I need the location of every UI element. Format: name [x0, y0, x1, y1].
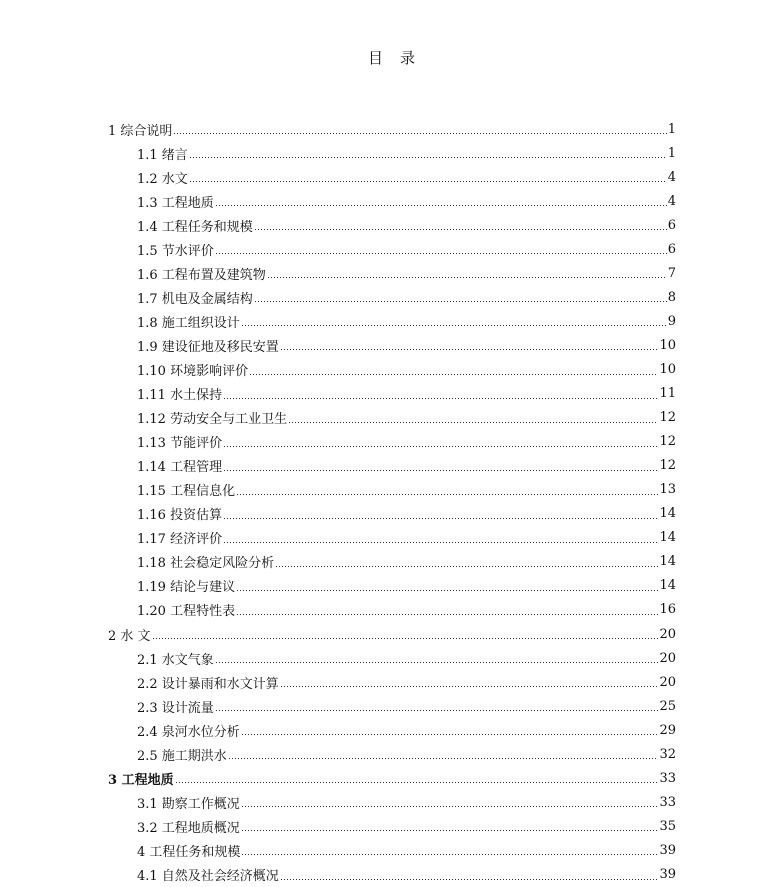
dot-leader [152, 638, 659, 639]
toc-entry-label: 1.6 工程布置及建筑物 [137, 267, 266, 283]
toc-entry[interactable] [0, 526, 784, 550]
dot-leader [280, 349, 659, 350]
dot-leader [215, 205, 667, 206]
dot-leader [223, 470, 658, 471]
toc-entry-label: 1.9 建设征地及移民安置 [137, 339, 279, 355]
toc-entry-label: 3 工程地质 [108, 772, 174, 788]
dot-leader [236, 494, 658, 495]
toc-entry-label: 2.3 设计流量 [137, 700, 214, 716]
toc-entry[interactable] [0, 478, 784, 502]
toc-entry-label: 2.5 施工期洪水 [137, 748, 227, 764]
dot-leader [223, 446, 658, 447]
dot-leader [241, 734, 659, 735]
toc-entry-label: 1.5 节水评价 [137, 243, 214, 259]
dot-leader [223, 542, 658, 543]
toc-entry-page-number: 29 [659, 722, 676, 738]
toc-entry-page-number: 14 [659, 530, 676, 546]
dot-leader [228, 758, 659, 759]
toc-entry[interactable] [0, 766, 784, 790]
toc-entry-label: 1.7 机电及金属结构 [137, 291, 253, 307]
dot-leader [280, 686, 659, 687]
toc-entry[interactable] [0, 165, 784, 189]
toc-entry[interactable] [0, 309, 784, 333]
toc-entry[interactable] [0, 622, 784, 646]
toc-entry[interactable] [0, 646, 784, 670]
toc-entry-label: 3.1 勘察工作概况 [137, 796, 240, 812]
dot-leader [189, 181, 667, 182]
toc-entry[interactable] [0, 814, 784, 838]
toc-entry-label: 2.4 泉河水位分析 [137, 724, 240, 740]
toc-entry-label: 2 水 文 [108, 628, 151, 644]
dot-leader [241, 806, 659, 807]
toc-entry[interactable] [0, 694, 784, 718]
dot-leader [241, 325, 667, 326]
toc-entry-label: 1.4 工程任务和规模 [137, 219, 253, 235]
toc-entry-page-number: 7 [667, 265, 676, 281]
toc-entry-page-number: 4 [667, 193, 676, 209]
dot-leader [236, 614, 658, 615]
toc-entry[interactable] [0, 213, 784, 237]
toc-entry-page-number: 16 [659, 602, 676, 618]
toc-entry-label: 1.15 工程信息化 [137, 484, 236, 500]
toc-entry-page-number: 10 [659, 361, 676, 377]
toc-entry-page-number: 8 [667, 289, 676, 305]
toc-entry-page-number: 33 [659, 794, 676, 810]
toc-entry[interactable] [0, 670, 784, 694]
dot-leader [223, 398, 658, 399]
toc-entry-label: 1.8 施工组织设计 [137, 315, 240, 331]
toc-entry[interactable] [0, 333, 784, 357]
dot-leader [267, 277, 667, 278]
toc-entry[interactable] [0, 141, 784, 165]
dot-leader [254, 229, 667, 230]
toc-entry-label: 1.10 环境影响评价 [137, 363, 249, 379]
toc-entry-label: 1.2 水文 [137, 171, 188, 187]
dot-leader [175, 782, 659, 783]
toc-entry-page-number: 25 [659, 698, 676, 714]
toc-entry-page-number: 12 [659, 410, 676, 426]
dot-leader [241, 830, 659, 831]
toc-entry[interactable] [0, 550, 784, 574]
toc-entry-label: 1.16 投资估算 [137, 508, 223, 524]
dot-leader [173, 133, 666, 134]
toc-entry-page-number: 1 [667, 121, 676, 137]
toc-entry-label: 1.3 工程地质 [137, 195, 214, 211]
toc-entry-page-number: 33 [659, 770, 676, 786]
toc-entry-page-number: 20 [659, 674, 676, 690]
toc-entry[interactable] [0, 237, 784, 261]
toc-entry-label: 4 工程任务和规模 [137, 844, 241, 860]
toc-entry[interactable] [0, 742, 784, 766]
toc-entry-page-number: 39 [659, 842, 676, 858]
toc-entry[interactable] [0, 189, 784, 213]
dot-leader [280, 879, 659, 880]
dot-leader [223, 518, 658, 519]
toc-entry-label: 1.20 工程特性表 [137, 604, 236, 620]
toc-entry-label: 1.17 经济评价 [137, 532, 223, 548]
toc-entry[interactable] [0, 718, 784, 742]
toc-entry[interactable] [0, 454, 784, 478]
toc-entry-label: 4.1 自然及社会经济概况 [137, 868, 279, 884]
toc-entry-label: 1.19 结论与建议 [137, 580, 236, 596]
dot-leader [215, 253, 667, 254]
toc-entry[interactable] [0, 574, 784, 598]
toc-entry-label: 2.1 水文气象 [137, 652, 214, 668]
toc-entry-page-number: 20 [659, 626, 676, 642]
toc-entry-label: 1.13 节能评价 [137, 436, 223, 452]
toc-entry[interactable] [0, 838, 784, 862]
dot-leader [288, 422, 658, 423]
toc-entry[interactable] [0, 117, 784, 141]
toc-entry-page-number: 14 [659, 554, 676, 570]
toc-entry-page-number: 9 [667, 313, 676, 329]
toc-entry-page-number: 12 [659, 434, 676, 450]
toc-entry[interactable] [0, 285, 784, 309]
toc-entry[interactable] [0, 502, 784, 526]
dot-leader [241, 854, 658, 855]
dot-leader [275, 566, 658, 567]
toc-entry-page-number: 10 [659, 337, 676, 353]
dot-leader [249, 374, 658, 375]
toc-entry[interactable] [0, 406, 784, 430]
toc-entry-label: 3.2 工程地质概况 [137, 820, 240, 836]
toc-entry[interactable] [0, 357, 784, 381]
dot-leader [236, 590, 658, 591]
toc-entry[interactable] [0, 430, 784, 454]
toc-entry-page-number: 32 [659, 746, 676, 762]
toc-entry-label: 1.11 水土保持 [137, 388, 223, 404]
toc-entry-label: 1 综合说明 [108, 123, 173, 139]
toc-entry-label: 1.1 绪言 [137, 147, 188, 163]
toc-entry-page-number: 1 [667, 145, 676, 161]
toc-entry[interactable] [0, 261, 784, 285]
toc-entry-page-number: 39 [659, 866, 676, 882]
toc-entry-page-number: 4 [667, 169, 676, 185]
dot-leader [215, 710, 659, 711]
toc-entry-page-number: 13 [659, 482, 676, 498]
dot-leader [254, 301, 667, 302]
toc-entry-label: 2.2 设计暴雨和水文计算 [137, 676, 279, 692]
toc-entry-page-number: 11 [659, 386, 676, 402]
toc-entry-page-number: 20 [659, 650, 676, 666]
dot-leader [215, 662, 659, 663]
table-of-contents [0, 117, 784, 887]
toc-entry-label: 1.18 社会稳定风险分析 [137, 556, 275, 572]
toc-entry[interactable] [0, 790, 784, 814]
toc-entry-label: 1.12 劳动安全与工业卫生 [137, 412, 288, 428]
toc-entry-page-number: 12 [659, 458, 676, 474]
dot-leader [189, 157, 667, 158]
toc-entry-page-number: 35 [659, 818, 676, 834]
toc-entry-page-number: 6 [667, 241, 676, 257]
toc-entry[interactable] [0, 382, 784, 406]
toc-entry-label: 1.14 工程管理 [137, 460, 223, 476]
toc-entry-page-number: 14 [659, 506, 676, 522]
toc-entry-page-number: 6 [667, 217, 676, 233]
page-title: 目 录 [367, 49, 416, 67]
toc-entry-page-number: 14 [659, 578, 676, 594]
toc-entry[interactable] [0, 598, 784, 622]
toc-entry[interactable] [0, 862, 784, 886]
